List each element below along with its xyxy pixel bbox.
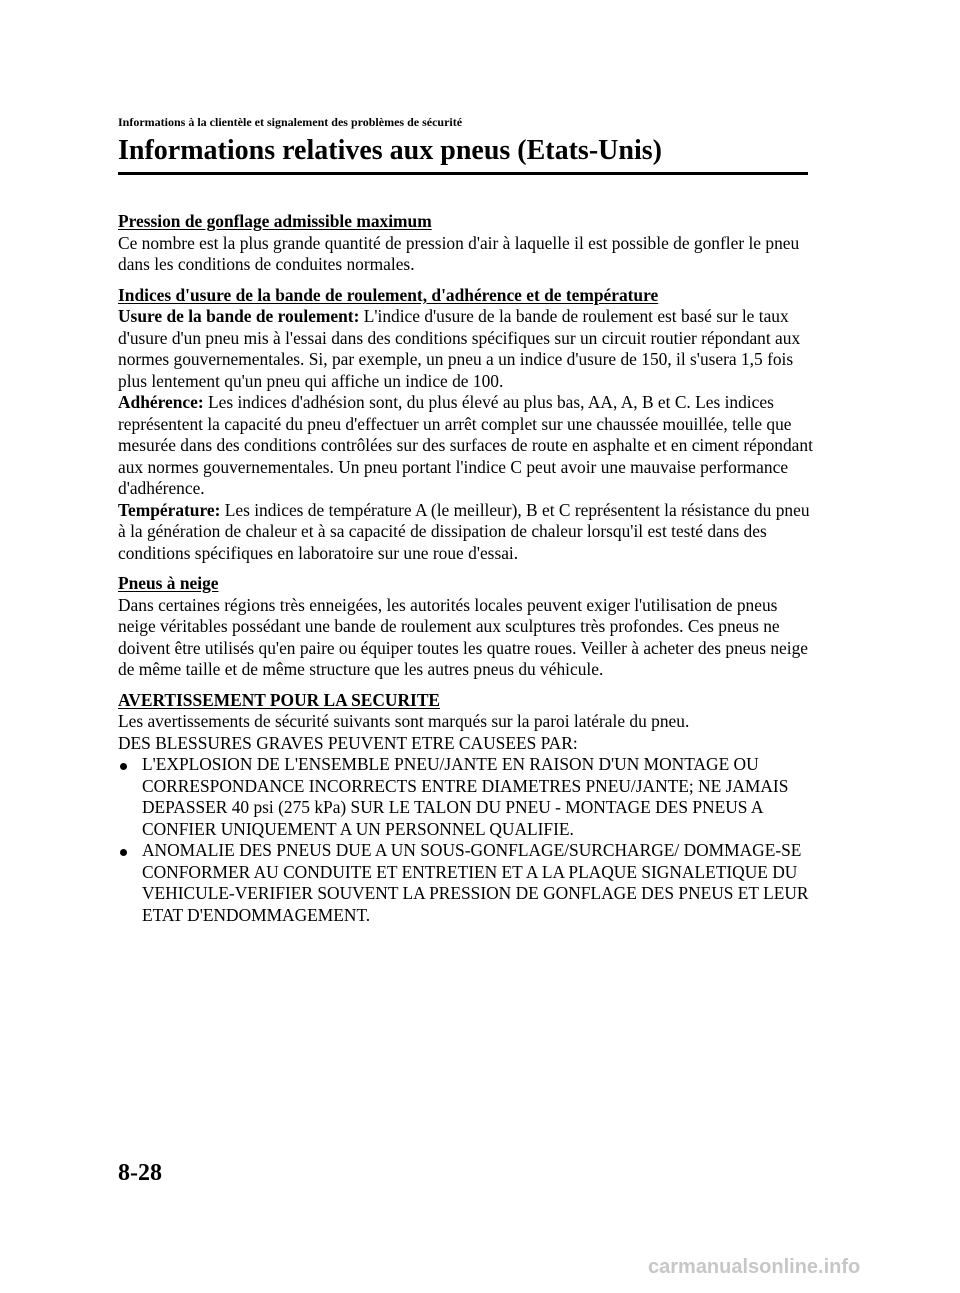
adherence-text: Les indices d'adhésion sont, du plus élevé au plus bas, AA, A, B et C. Les indices représentent la capacité du pneu d'effectuer un arrêt complet sur une chaussée mouillée, telle que mesurée dans des conditions contrôlées sur des surfaces de route en asphalte et en ciment répondant aux normes gouvernementales. Un pneu portant l'indice C peut avoir une mauvaise performance d'adhérence.	[118, 392, 813, 498]
page-number: 8-28	[118, 1160, 162, 1186]
usure-paragraph	[118, 306, 818, 392]
temperature-text: Les indices de température A (le meilleur), B et C représentent la résistance du pneu à la génération de chaleur et à sa capacité de dissipation de chaleur lorsqu'il est testé dans des conditions spécifiques en laboratoire sur une roue d'essai.	[118, 499, 810, 563]
neige-paragraph: Dans certaines régions très enneigées, les autorités locales peuvent exiger l'utilisation de pneus neige véritables possédant une bande de roulement aux sculptures très profondes. Ces pneus ne doivent être utilisés qu'en paire ou équiper toutes les quatre roues. Veiller à acheter des pneus neige de même taille et de même structure que les autres pneus du véhicule.	[118, 594, 808, 679]
page-title: Informations relatives aux pneus (Etats-Unis)	[118, 135, 662, 166]
adherence-paragraph	[118, 392, 818, 500]
list-item	[118, 754, 818, 840]
section-heading-avertissement: AVERTISSEMENT POUR LA SECURITE	[118, 689, 441, 710]
temperature-term: Température:	[118, 499, 221, 520]
usure-text: L'indice d'usure de la bande de roulement est basé sur le taux d'usure d'un pneu mis à l'essai dans des conditions spécifiques sur un circuit routier répondant aux normes gouvernementales. Si, par exemple, un pneu a un indice d'usure de 150, il s'usera 1,5 fois plus lentement qu'un pneu qui affiche un indice de 100.	[118, 306, 801, 391]
title-divider	[118, 172, 808, 175]
page-body	[118, 211, 818, 926]
temperature-paragraph	[118, 500, 818, 565]
section-heading-pression: Pression de gonflage admissible maximum	[118, 211, 432, 231]
usure-term: Usure de la bande de roulement:	[118, 306, 360, 326]
warning-text: ANOMALIE DES PNEUS DUE A UN SOUS-GONFLAGE/SURCHARGE/ DOMMAGE-SE CONFORMER AU CONDUITE ET ENTRETIEN ET A LA PLAQUE SIGNALETIQUE DU VEHICULE-VERIFIER SOUVENT LA PRESSION DE GONFLAGE DES PNEUS ET LEUR ETAT D'ENDOMMAGEMENT.	[142, 840, 809, 925]
list-item	[118, 840, 818, 926]
section-heading-neige: Pneus à neige	[118, 573, 219, 593]
bullet-icon	[120, 763, 127, 770]
running-head: Informations à la clientèle et signalement des problèmes de sécurité	[118, 115, 463, 129]
warning-text: L'EXPLOSION DE L'ENSEMBLE PNEU/JANTE EN RAISON D'UN MONTAGE OU CORRESPONDANCE INCORRECTS ENTRE DIAMETRES PNEU/JANTE; NE JAMAIS DEPASSER 40 psi (275 kPa) SUR LE TALON DU PNEU - MONTAGE DES PNEUS A CONFIER UNIQUEMENT A UN PERSONNEL QUALIFIE.	[142, 754, 789, 839]
section-heading-indices: Indices d'usure de la bande de roulement, d'adhérence et de température	[118, 284, 659, 305]
avertissement-lead: DES BLESSURES GRAVES PEUVENT ETRE CAUSEES PAR:	[118, 732, 578, 753]
bullet-icon	[120, 849, 127, 856]
watermark-link[interactable]: carmanualsonline.info	[648, 1256, 861, 1278]
pression-paragraph: Ce nombre est la plus grande quantité de pression d'air à laquelle il est possible de gonfler le pneu dans les conditions de conduites normales.	[118, 232, 800, 274]
avertissement-intro: Les avertissements de sécurité suivants sont marqués sur la paroi latérale du pneu.	[118, 711, 690, 731]
warning-list	[118, 754, 818, 926]
adherence-term: Adhérence:	[118, 392, 204, 412]
